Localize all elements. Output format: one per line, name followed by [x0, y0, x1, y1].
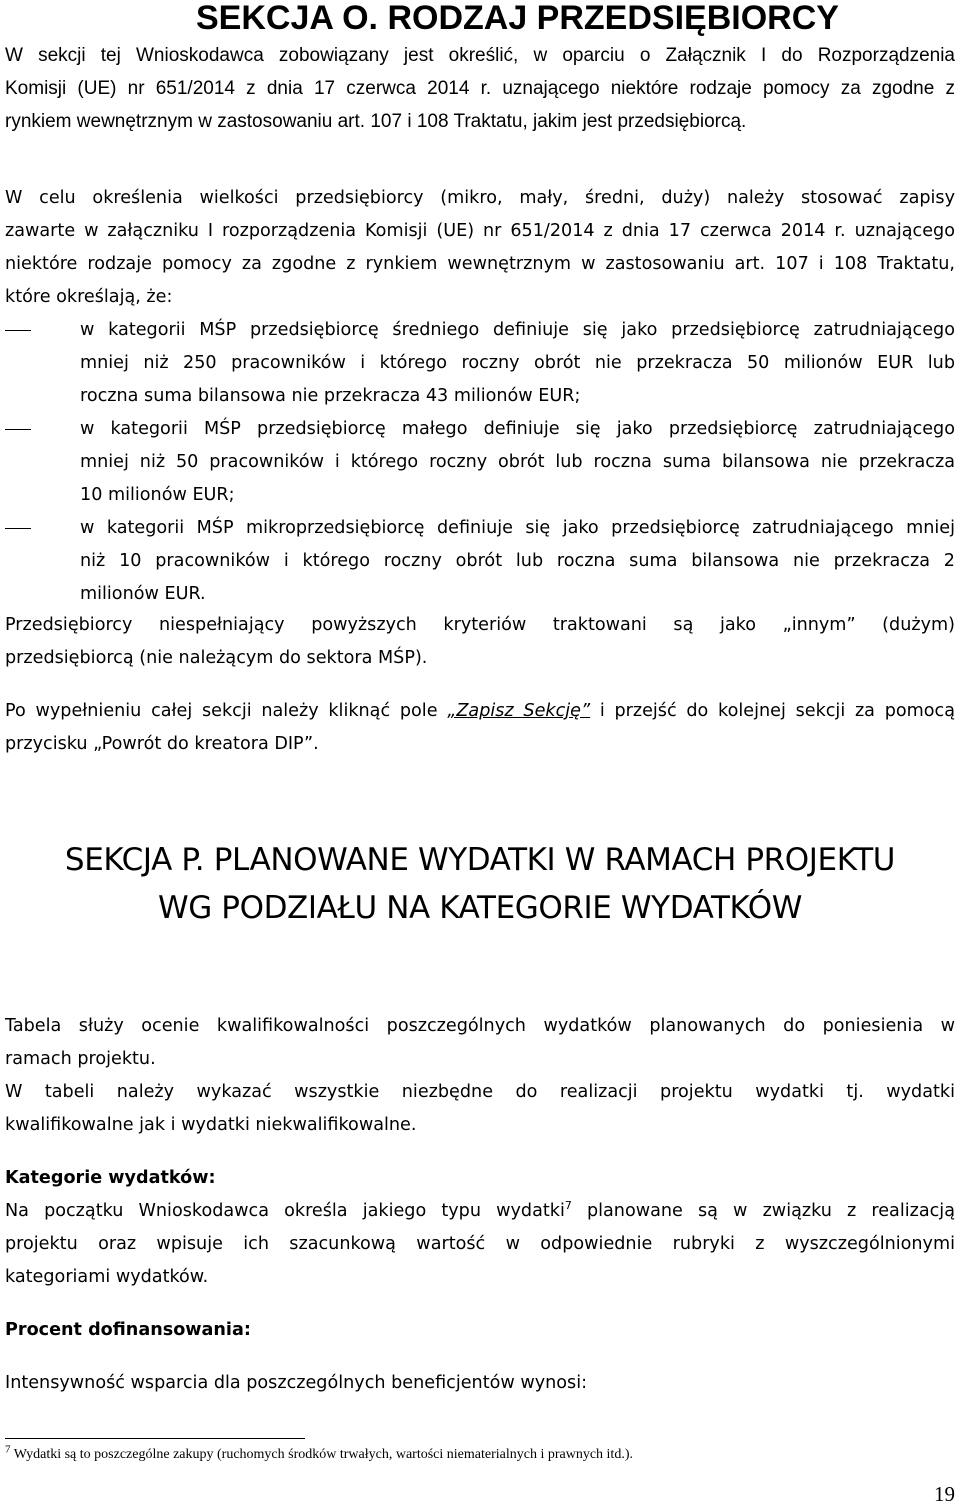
save-section-button-label: „Zapisz Sekcję” — [447, 701, 591, 721]
size-line: które określają, że: — [5, 287, 173, 307]
dash-bullet-icon — [5, 330, 31, 331]
dash-bullet-icon — [5, 528, 31, 529]
size-line: zawarte w załączniku I rozporządzenia Komisji (UE) nr 651/2014 z dnia 17 czerwca 2014 r. uznającego — [5, 221, 955, 241]
cofinancing-heading: Procent dofinansowania: — [5, 1320, 251, 1340]
size-line: W celu określenia wielkości przedsiębiorcy (mikro, mały, średni, duży) należy stosować zapisy — [5, 188, 955, 208]
save-text: i przejść do kolejnej sekcji za pomocą — [590, 701, 955, 721]
categories-line: kategoriami wydatków. — [5, 1267, 209, 1287]
categories-section — [5, 1162, 955, 1294]
footnote-text: Wydatki są to poszczególne zakupy (ruchomych środków trwałych, wartości niematerialnych i prawnych itd.). — [10, 1447, 633, 1462]
categories-line — [5, 1195, 955, 1228]
criteria-line: milionów EUR. — [80, 584, 206, 604]
section-p-title-line: WG PODZIAŁU NA KATEGORIE WYDATKÓW — [157, 890, 803, 926]
criteria-line: mniej niż 50 pracowników i którego roczny obrót lub roczna suma bilansowa nie przekracza — [80, 452, 955, 472]
show-line: kwalifikowalne jak i wydatki niekwalifikowalne. — [5, 1115, 417, 1135]
categories-heading: Kategorie wydatków: — [5, 1168, 216, 1188]
categories-line: projektu oraz wpisuje ich szacunkową wartość w odpowiednie rubryki z wyszczególnionymi — [5, 1234, 955, 1254]
show-line: W tabeli należy wykazać wszystkie niezbędne do realizacji projektu wydatki tj. wydatki — [5, 1082, 955, 1102]
criteria-line: w kategorii MŚP mikroprzedsiębiorcę definiuje się jako przedsiębiorcę zatrudniającego mniej — [80, 518, 955, 538]
footnote-divider — [5, 1438, 305, 1439]
page-number: 19 — [934, 1482, 955, 1506]
section-o-title: SEKCJA O. RODZAJ PRZEDSIĘBIORCY — [196, 0, 839, 37]
table-purpose-paragraph — [5, 1010, 955, 1142]
criteria-line: w kategorii MŚP przedsiębiorcę małego definiuje się jako przedsiębiorcę zatrudniającego — [80, 419, 955, 439]
size-definition-paragraph — [5, 182, 955, 314]
table-line: Tabela służy ocenie kwalifikowalności poszczególnych wydatków planowanych do poniesienia w — [5, 1016, 955, 1036]
criteria-line: w kategorii MŚP przedsiębiorcę średniego definiuje się jako przedsiębiorcę zatrudniającego — [80, 320, 955, 340]
other-enterprise-paragraph — [5, 609, 955, 675]
save-line — [5, 695, 955, 728]
criteria-line: mniej niż 250 pracowników i którego roczny obrót nie przekracza 50 milionów EUR lub — [80, 353, 955, 373]
categories-text: Na początku Wnioskodawca określa jakiego typu wydatki — [5, 1201, 565, 1221]
criteria-item-micro — [5, 512, 955, 611]
table-line: ramach projektu. — [5, 1049, 156, 1069]
section-p-title — [0, 836, 960, 932]
categories-text: planowane są w związku z realizacją — [571, 1201, 955, 1221]
section-o-intro — [5, 39, 955, 138]
intro-line: Komisji (UE) nr 651/2014 z dnia 17 czerwca 2014 r. uznającego niektóre rodzaje pomocy za zgodne z — [5, 78, 955, 99]
footnote-ref: 7 — [564, 1199, 572, 1213]
sme-criteria-list — [5, 314, 955, 611]
save-line: przycisku „Powrót do kreatora DIP”. — [5, 734, 319, 754]
save-text: Po wypełnieniu całej sekcji należy kliknąć pole — [5, 701, 448, 721]
footnote — [5, 1445, 633, 1465]
section-p-title-line: SEKCJA P. PLANOWANE WYDATKI W RAMACH PROJEKTU — [64, 842, 896, 878]
intensity-line: Intensywność wsparcia dla poszczególnych beneficjentów wynosi: — [5, 1373, 588, 1393]
criteria-line: 10 milionów EUR; — [80, 485, 235, 505]
criteria-line: niż 10 pracowników i którego roczny obrót lub roczna suma bilansowa nie przekracza 2 — [80, 551, 955, 571]
footnote-number: 7 — [5, 1443, 11, 1456]
save-instructions-paragraph — [5, 695, 955, 761]
criteria-item-small — [5, 413, 955, 512]
criteria-line: roczna suma bilansowa nie przekracza 43 milionów EUR; — [80, 386, 581, 406]
other-line: przedsiębiorcą (nie należącym do sektora MŚP). — [5, 648, 428, 668]
intro-line: rynkiem wewnętrznym w zastosowaniu art. 107 i 108 Traktatu, jakim jest przedsiębiorcą. — [5, 111, 747, 132]
intro-line: W sekcji tej Wnioskodawca zobowiązany jest określić, w oparciu o Załącznik I do Rozporządzenia — [5, 45, 955, 66]
other-line: Przedsiębiorcy niespełniający powyższych kryteriów traktowani są jako „innym” (dużym) — [5, 615, 955, 635]
size-line: niektóre rodzaje pomocy za zgodne z rynkiem wewnętrznym w zastosowaniu art. 107 i 108 Traktatu, — [5, 254, 955, 274]
criteria-item-medium — [5, 314, 955, 413]
dash-bullet-icon — [5, 429, 31, 430]
